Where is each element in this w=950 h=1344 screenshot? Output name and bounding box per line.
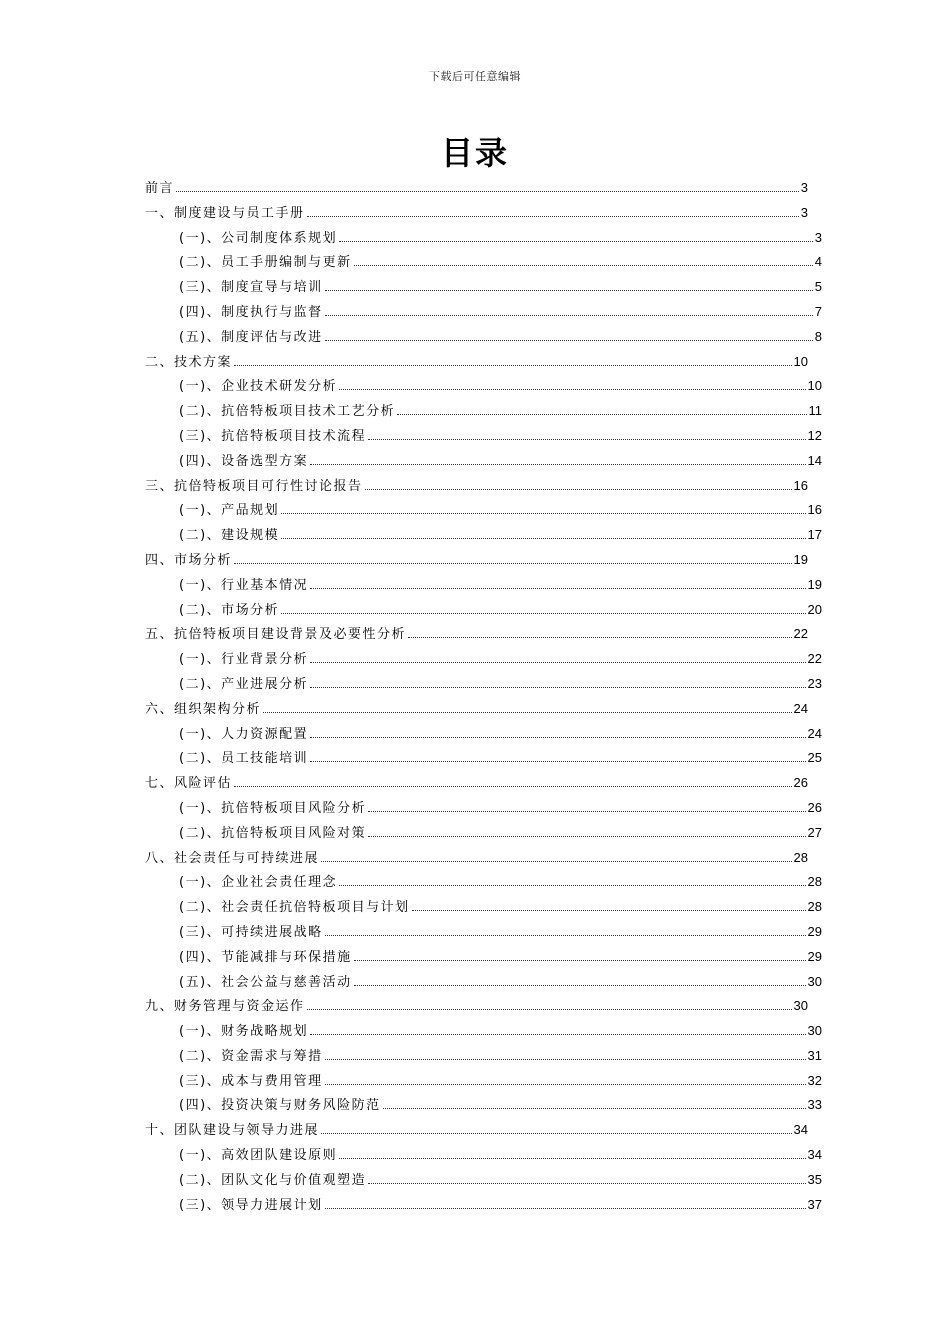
toc-dot-leader xyxy=(281,512,805,514)
toc-entry-label: (三)、可持续进展战略 xyxy=(179,924,323,940)
toc-entry-page-number: 35 xyxy=(807,1171,822,1187)
toc-dot-leader xyxy=(325,1083,806,1085)
toc-entry-label: 二、技术方案 xyxy=(145,354,233,370)
toc-entry[interactable] xyxy=(145,250,822,275)
toc-entry-page-number: 24 xyxy=(793,700,808,716)
toc-entry[interactable] xyxy=(145,970,822,995)
toc-entry-page-number: 30 xyxy=(807,1023,822,1039)
toc-entry-label: (四)、设备选型方案 xyxy=(179,453,309,469)
toc-entry[interactable] xyxy=(145,1168,822,1193)
toc-entry-page-number: 16 xyxy=(793,477,808,493)
toc-dot-leader xyxy=(339,240,813,242)
toc-entry-label: 六、组织架构分析 xyxy=(145,701,262,717)
toc-entry-page-number: 3 xyxy=(800,204,808,220)
toc-entry-page-number: 3 xyxy=(814,229,822,245)
toc-dot-leader xyxy=(307,215,799,217)
toc-entry[interactable] xyxy=(145,350,808,375)
toc-entry[interactable] xyxy=(145,1019,822,1044)
toc-dot-leader xyxy=(307,1008,792,1010)
table-of-contents xyxy=(145,176,822,1217)
toc-entry-page-number: 12 xyxy=(807,427,822,443)
toc-entry-label: (二)、团队文化与价值观塑造 xyxy=(179,1172,367,1188)
toc-entry-label: 前言 xyxy=(145,181,175,196)
toc-entry-label: (一)、企业技术研发分析 xyxy=(179,379,338,395)
toc-entry[interactable] xyxy=(145,1193,822,1218)
toc-entry-page-number: 22 xyxy=(793,626,808,642)
toc-entry-page-number: 5 xyxy=(814,279,822,295)
toc-dot-leader xyxy=(325,289,813,291)
toc-dot-leader xyxy=(281,537,805,539)
toc-entry-page-number: 10 xyxy=(793,353,808,369)
toc-entry-page-number: 3 xyxy=(800,180,808,195)
toc-entry[interactable] xyxy=(145,275,822,300)
toc-dot-leader xyxy=(339,884,805,886)
toc-entry-page-number: 26 xyxy=(807,799,822,815)
toc-entry-page-number: 34 xyxy=(807,1147,822,1163)
toc-entry-label: (一)、人力资源配置 xyxy=(179,726,309,742)
toc-dot-leader xyxy=(325,1207,806,1209)
toc-entry-label: (二)、建设规模 xyxy=(179,528,280,544)
toc-dot-leader xyxy=(310,587,805,589)
toc-entry-label: (二)、员工技能培训 xyxy=(179,751,309,767)
toc-entry-page-number: 25 xyxy=(807,750,822,766)
toc-entry[interactable] xyxy=(145,523,822,548)
toc-entry-label: (一)、抗倍特板项目风险分析 xyxy=(179,800,367,816)
toc-dot-leader xyxy=(325,1058,806,1060)
toc-entry-page-number: 37 xyxy=(807,1196,822,1212)
toc-dot-leader xyxy=(397,413,806,415)
toc-entry-page-number: 28 xyxy=(807,899,822,915)
toc-entry-label: 五、抗倍特板项目建设背景及必要性分析 xyxy=(145,627,407,643)
toc-entry-page-number: 30 xyxy=(807,973,822,989)
toc-entry-label: (二)、社会责任抗倍特板项目与计划 xyxy=(179,900,410,916)
toc-entry-page-number: 30 xyxy=(793,998,808,1014)
toc-dot-leader xyxy=(368,835,805,837)
toc-entry-page-number: 23 xyxy=(807,675,822,691)
toc-entry-page-number: 24 xyxy=(807,725,822,741)
toc-entry-label: (一)、行业基本情况 xyxy=(179,577,309,593)
toc-entry[interactable] xyxy=(145,449,822,474)
toc-dot-leader xyxy=(354,959,806,961)
header-note: 下载后可任意编辑 xyxy=(429,70,521,83)
toc-dot-leader xyxy=(263,711,792,713)
toc-entry[interactable] xyxy=(145,573,822,598)
toc-entry-label: 九、财务管理与资金运作 xyxy=(145,999,305,1015)
toc-dot-leader xyxy=(321,860,792,862)
toc-dot-leader xyxy=(368,438,805,440)
toc-entry[interactable] xyxy=(145,622,808,647)
toc-dot-leader xyxy=(339,388,805,390)
toc-entry-page-number: 34 xyxy=(793,1122,808,1138)
toc-entry-label: (一)、行业背景分析 xyxy=(179,652,309,668)
toc-entry[interactable] xyxy=(145,598,822,623)
toc-entry-label: 十、团队建设与领导力进展 xyxy=(145,1123,320,1139)
toc-entry-label: (二)、产业进展分析 xyxy=(179,676,309,692)
toc-entry-label: 一、制度建设与员工手册 xyxy=(145,205,305,221)
toc-dot-leader xyxy=(354,264,813,266)
toc-entry[interactable] xyxy=(145,722,822,747)
toc-dot-leader xyxy=(310,463,805,465)
toc-entry[interactable] xyxy=(145,945,822,970)
toc-dot-leader xyxy=(365,488,792,490)
toc-entry[interactable] xyxy=(145,1143,822,1168)
toc-entry[interactable] xyxy=(145,697,808,722)
toc-entry-page-number: 29 xyxy=(807,948,822,964)
toc-entry-label: (四)、节能减排与环保措施 xyxy=(179,949,352,965)
toc-entry[interactable] xyxy=(145,920,822,945)
toc-entry-page-number: 7 xyxy=(814,303,822,319)
toc-entry[interactable] xyxy=(145,672,822,697)
toc-entry[interactable] xyxy=(145,474,808,499)
toc-dot-leader xyxy=(234,364,792,366)
toc-entry-page-number: 14 xyxy=(807,452,822,468)
toc-entry-page-number: 33 xyxy=(807,1097,822,1113)
toc-entry-page-number: 26 xyxy=(793,775,808,791)
toc-entry-page-number: 4 xyxy=(814,254,822,270)
toc-entry[interactable] xyxy=(145,498,822,523)
toc-entry-page-number: 19 xyxy=(793,551,808,567)
toc-entry-page-number: 32 xyxy=(807,1072,822,1088)
toc-entry[interactable] xyxy=(145,821,822,846)
toc-dot-leader xyxy=(339,1157,805,1159)
page-title: 目录 xyxy=(440,134,509,172)
toc-entry[interactable] xyxy=(145,895,822,920)
toc-entry[interactable] xyxy=(145,1118,808,1143)
toc-dot-leader xyxy=(310,1033,805,1035)
toc-dot-leader xyxy=(310,686,805,688)
toc-entry-label: (四)、制度执行与监督 xyxy=(179,304,323,320)
toc-entry[interactable] xyxy=(145,201,808,226)
toc-entry[interactable] xyxy=(145,374,822,399)
toc-entry[interactable] xyxy=(145,424,822,449)
toc-entry-page-number: 22 xyxy=(807,651,822,667)
toc-entry[interactable] xyxy=(145,548,808,573)
toc-dot-leader xyxy=(234,785,792,787)
toc-entry-label: (二)、抗倍特板项目技术工艺分析 xyxy=(179,404,396,420)
toc-entry-label: (二)、抗倍特板项目风险对策 xyxy=(179,825,367,841)
toc-entry[interactable] xyxy=(145,300,822,325)
toc-entry-label: (二)、市场分析 xyxy=(179,602,280,618)
toc-dot-leader xyxy=(412,909,806,911)
toc-entry-label: 四、市场分析 xyxy=(145,552,233,568)
toc-entry-page-number: 29 xyxy=(807,923,822,939)
toc-dot-leader xyxy=(310,736,805,738)
toc-entry-label: (二)、员工手册编制与更新 xyxy=(179,255,352,271)
toc-entry[interactable] xyxy=(145,176,808,201)
toc-entry-page-number: 17 xyxy=(807,527,822,543)
toc-entry-label: (一)、企业社会责任理念 xyxy=(179,875,338,891)
toc-entry-label: 七、风险评估 xyxy=(145,776,233,792)
toc-entry-page-number: 28 xyxy=(807,874,822,890)
toc-entry-label: (四)、投资决策与财务风险防范 xyxy=(179,1098,381,1114)
toc-entry-label: (三)、抗倍特板项目技术流程 xyxy=(179,428,367,444)
toc-dot-leader xyxy=(354,984,806,986)
toc-entry[interactable] xyxy=(145,846,808,871)
toc-entry-page-number: 11 xyxy=(808,403,822,419)
toc-dot-leader xyxy=(325,314,813,316)
toc-entry[interactable] xyxy=(145,1044,822,1069)
toc-entry[interactable] xyxy=(145,399,822,424)
toc-entry-label: (三)、领导力进展计划 xyxy=(179,1197,323,1213)
toc-entry-label: (二)、资金需求与筹措 xyxy=(179,1048,323,1064)
toc-entry-page-number: 20 xyxy=(807,601,822,617)
toc-entry[interactable] xyxy=(145,870,822,895)
toc-dot-leader xyxy=(368,810,805,812)
toc-dot-leader xyxy=(176,190,799,192)
toc-entry[interactable] xyxy=(145,994,808,1019)
toc-dot-leader xyxy=(321,1132,792,1134)
toc-entry[interactable] xyxy=(145,771,808,796)
toc-entry-page-number: 28 xyxy=(793,849,808,865)
toc-entry-page-number: 10 xyxy=(807,378,822,394)
toc-dot-leader xyxy=(310,661,805,663)
toc-entry-label: (五)、制度评估与改进 xyxy=(179,329,323,345)
toc-entry-label: 八、社会责任与可持续进展 xyxy=(145,850,320,866)
toc-dot-leader xyxy=(368,1182,805,1184)
toc-entry-label: (一)、财务战略规划 xyxy=(179,1024,309,1040)
toc-dot-leader xyxy=(234,562,792,564)
toc-entry-page-number: 31 xyxy=(807,1047,822,1063)
toc-entry-label: (三)、制度宣导与培训 xyxy=(179,280,323,296)
toc-entry-page-number: 19 xyxy=(807,576,822,592)
toc-dot-leader xyxy=(383,1107,806,1109)
toc-entry-label: (一)、高效团队建设原则 xyxy=(179,1148,338,1164)
toc-entry-page-number: 8 xyxy=(814,328,822,344)
toc-dot-leader xyxy=(325,934,806,936)
toc-dot-leader xyxy=(310,760,805,762)
toc-entry-label: (五)、社会公益与慈善活动 xyxy=(179,974,352,990)
toc-entry-label: (三)、成本与费用管理 xyxy=(179,1073,323,1089)
toc-entry-label: (一)、公司制度体系规划 xyxy=(179,230,338,246)
toc-entry[interactable] xyxy=(145,1093,822,1118)
toc-entry[interactable] xyxy=(145,325,822,350)
toc-entry-label: (一)、产品规划 xyxy=(179,503,280,519)
toc-entry[interactable] xyxy=(145,1069,822,1094)
toc-entry-label: 三、抗倍特板项目可行性讨论报告 xyxy=(145,478,363,494)
toc-dot-leader xyxy=(325,339,813,341)
toc-entry[interactable] xyxy=(145,796,822,821)
toc-entry[interactable] xyxy=(145,647,822,672)
toc-entry[interactable] xyxy=(145,226,822,251)
toc-dot-leader xyxy=(408,636,792,638)
toc-dot-leader xyxy=(281,612,805,614)
toc-entry-page-number: 27 xyxy=(807,824,822,840)
toc-entry[interactable] xyxy=(145,746,822,771)
toc-entry-page-number: 16 xyxy=(807,502,822,518)
